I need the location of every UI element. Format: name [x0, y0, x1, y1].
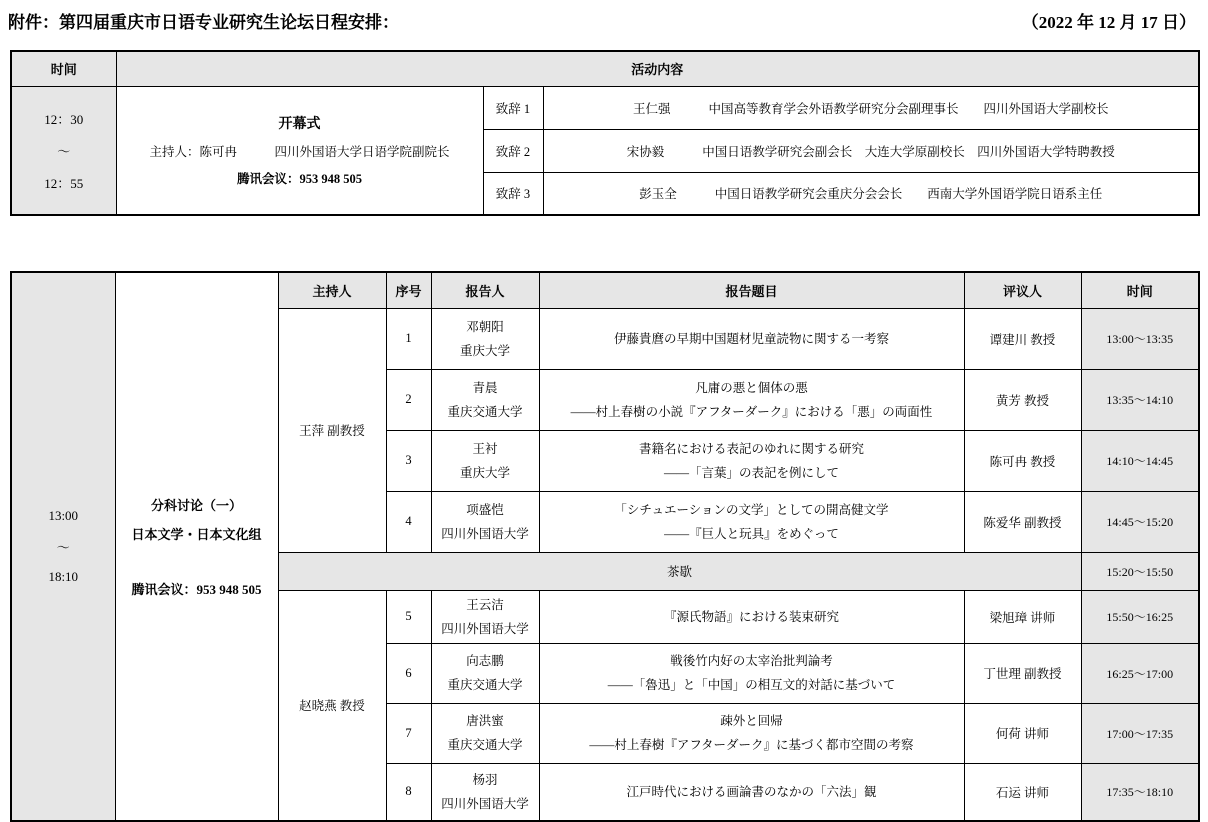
slot-time-cell: 17:35～18:10 [1081, 763, 1199, 821]
reviewer-cell: 谭建川 教授 [964, 308, 1081, 369]
opening-time-start: 12：30 [44, 111, 84, 127]
reporter-cell [431, 308, 539, 369]
report-title-cell [539, 369, 964, 430]
session-meeting-id: 腾讯会议：953 948 505 [236, 172, 362, 187]
reviewer-cell: 梁旭璋 讲师 [964, 590, 1081, 643]
report-title-line1: 戦後竹内好の太宰治批判論考 [670, 654, 833, 668]
report-title-line1: 疎外と回帰 [720, 714, 783, 728]
slot-time-cell: 13:00～13:35 [1081, 308, 1199, 369]
report-no: 2 [386, 369, 431, 430]
reporter-cell [431, 590, 539, 643]
page-header [0, 0, 1208, 33]
report-no: 8 [386, 763, 431, 821]
reporter-name: 杨羽 [472, 772, 498, 787]
slot-time-cell: 14:45～15:20 [1081, 491, 1199, 552]
tea-break-label: 茶歇 [278, 552, 1081, 590]
reviewer-cell: 何荷 讲师 [964, 703, 1081, 763]
report-no: 5 [386, 590, 431, 643]
panel-time-tilde: ～ [56, 540, 70, 555]
reporter-cell [431, 643, 539, 703]
report-title-cell [539, 590, 964, 643]
speech-content [543, 129, 1199, 172]
report-title-line1: 書籍名における表記のゆれに関する研究 [638, 441, 864, 456]
reviewer-cell: 陈可冉 教授 [964, 430, 1081, 491]
report-no: 4 [386, 491, 431, 552]
panel-time-cell [11, 272, 115, 821]
reporter-name: 王衬 [472, 441, 498, 456]
slot-time-cell: 16:25～17:00 [1081, 643, 1199, 703]
header-reviewer: 评议人 [964, 272, 1081, 308]
opening-time-tilde: ～ [57, 143, 71, 159]
report-title-cell [539, 643, 964, 703]
slot-time-cell: 17:00～17:35 [1081, 703, 1199, 763]
reporter-cell [431, 763, 539, 821]
report-title-line1: 江戸時代における画論書のなかの「六法」観 [626, 784, 877, 799]
report-no: 6 [386, 643, 431, 703]
report-title-cell [539, 763, 964, 821]
reporter-school: 重庆交通大学 [447, 404, 523, 419]
opening-header-content: 活动内容 [116, 51, 1199, 86]
speech-speaker-titles: 中国日语教学研究会副会长 大连大学原副校长 四川外国语大学特聘教授 [702, 144, 1115, 159]
speech-text [548, 99, 1195, 117]
report-no: 1 [386, 308, 431, 369]
reporter-name: 王云洁 [466, 597, 504, 612]
report-title-line2: ——「言葉」の表記を例にして [663, 465, 839, 480]
report-title-line2: ——村上春樹の小説『アフターダーク』における「悪」の両面性 [570, 404, 933, 419]
report-title-line2: ——村上春樹『アフターダーク』に基づく都市空間の考察 [589, 738, 914, 752]
opening-table [10, 50, 1200, 216]
moderator-cell-1: 王萍 副教授 [278, 308, 386, 552]
reporter-name: 项盛恺 [466, 502, 504, 517]
page-title: 附件：第四届重庆市日语专业研究生论坛日程安排： [8, 13, 399, 32]
slot-time-cell: 14:10～14:45 [1081, 430, 1199, 491]
session-host: 主持人：陈可冉 四川外国语大学日语学院副院长 [149, 145, 450, 160]
report-title-cell [539, 703, 964, 763]
opening-time-end: 12：55 [44, 175, 84, 191]
header-time: 时间 [1081, 272, 1199, 308]
report-title-line1: 伊藤貴麿の早期中国題材児童読物に関する一考察 [613, 331, 889, 346]
speech-speaker: 宋协毅 [626, 144, 665, 159]
report-no: 7 [386, 703, 431, 763]
reporter-name: 邓朝阳 [466, 319, 504, 334]
report-title-cell [539, 491, 964, 552]
reporter-school: 四川外国语大学 [441, 526, 529, 541]
speech-label: 致辞 1 [483, 86, 543, 129]
report-title-line2: ——『巨人と玩具』をめぐって [664, 526, 839, 541]
header-reporter: 报告人 [431, 272, 539, 308]
tea-break-time: 15:20～15:50 [1081, 552, 1199, 590]
speech-text [548, 142, 1195, 160]
reviewer-cell: 黄芳 教授 [964, 369, 1081, 430]
reviewer-cell: 石运 讲师 [964, 763, 1081, 821]
report-title-line1: 凡庸の悪と個体の悪 [695, 380, 808, 395]
report-title-line1: 『源氏物語』における装束研究 [663, 609, 839, 624]
panel-table [10, 271, 1200, 822]
reporter-name: 青晨 [472, 380, 498, 395]
reporter-school: 重庆大学 [459, 465, 510, 480]
reporter-school: 重庆交通大学 [447, 738, 523, 752]
report-no: 3 [386, 430, 431, 491]
slot-time-cell: 15:50～16:25 [1081, 590, 1199, 643]
panel-group-block [120, 495, 274, 598]
report-title-line1: 「シチュエーションの文学」としての開高健文学 [614, 502, 889, 517]
speech-speaker: 彭玉全 [639, 187, 677, 202]
panel-time-end: 18:10 [48, 569, 79, 584]
reporter-school: 四川外国语大学 [441, 796, 529, 811]
reporter-cell [431, 369, 539, 430]
report-title-cell [539, 308, 964, 369]
reporter-name: 唐洪蜜 [466, 714, 504, 728]
group-title-line2: 日本文学・日本文化组 [131, 527, 262, 542]
opening-time-block [16, 109, 112, 192]
report-title-line2: ——「魯迅」と「中国」の相互文的対話に基づいて [607, 678, 896, 692]
reporter-cell [431, 703, 539, 763]
opening-header-time: 时间 [11, 51, 116, 86]
reporter-school: 重庆大学 [459, 343, 510, 358]
reviewer-cell: 陈爱华 副教授 [964, 491, 1081, 552]
moderator-cell-2: 赵晓燕 教授 [278, 590, 386, 821]
speech-label: 致辞 3 [483, 172, 543, 215]
opening-time-cell [11, 86, 116, 215]
header-moderator: 主持人 [278, 272, 386, 308]
speech-speaker-titles: 中国高等教育学会外语教学研究分会副理事长 四川外国语大学副校长 [708, 101, 1109, 116]
slot-time-cell: 13:35～14:10 [1081, 369, 1199, 430]
reporter-cell [431, 491, 539, 552]
opening-header-row [11, 51, 1199, 86]
speech-content [543, 86, 1199, 129]
group-meeting-id: 腾讯会议：953 948 505 [131, 582, 262, 597]
panel-group-cell [115, 272, 278, 821]
speech-label: 致辞 2 [483, 129, 543, 172]
speech-text [548, 184, 1195, 202]
reporter-school: 四川外国语大学 [441, 621, 529, 636]
panel-time-start: 13:00 [48, 508, 79, 523]
speech-speaker-titles: 中国日语教学研究会重庆分会会长 西南大学外国语学院日语系主任 [714, 187, 1103, 202]
reviewer-cell: 丁世理 副教授 [964, 643, 1081, 703]
group-title-line1: 分科讨论（一） [150, 498, 242, 513]
reporter-cell [431, 430, 539, 491]
speech-speaker: 王仁强 [632, 101, 671, 116]
reporter-name: 向志鹏 [466, 654, 504, 668]
header-no: 序号 [386, 272, 431, 308]
panel-header-row [11, 272, 1199, 308]
opening-session-cell [116, 86, 483, 215]
reporter-school: 重庆交通大学 [447, 678, 523, 692]
header-title: 报告题目 [539, 272, 964, 308]
opening-session-block [121, 113, 479, 187]
page-date: （2022 年 12 月 17 日） [1021, 13, 1196, 32]
panel-time-block [16, 508, 111, 585]
session-title: 开幕式 [278, 117, 321, 133]
report-title-cell [539, 430, 964, 491]
speech-content [543, 172, 1199, 215]
speech-row-1 [11, 86, 1199, 129]
